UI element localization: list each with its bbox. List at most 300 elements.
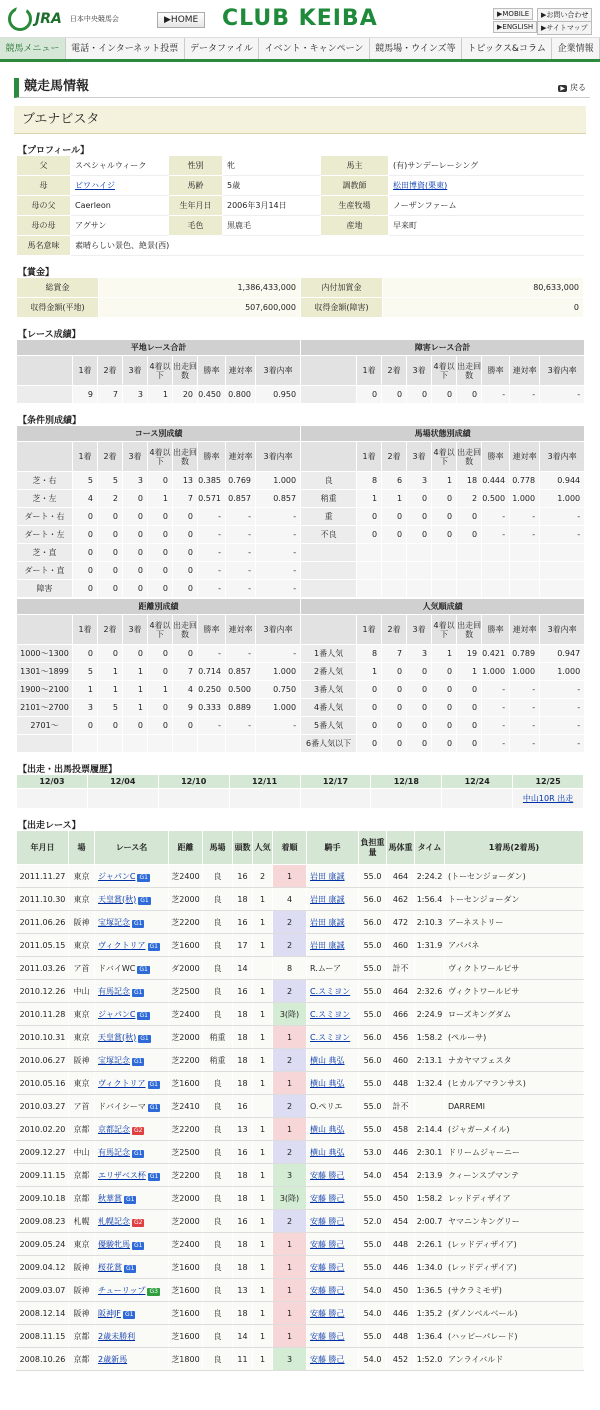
race-body-weight: 450	[387, 1187, 415, 1210]
stat-cell: 0	[173, 526, 198, 544]
race-popularity	[253, 957, 273, 980]
race-body-weight: 448	[387, 1325, 415, 1348]
race-jockey	[307, 1348, 359, 1371]
jockey-link[interactable]: 安藤 勝己	[310, 1170, 345, 1180]
stat-cell: -	[256, 526, 301, 544]
grade-badge: G1	[149, 1172, 159, 1180]
race-body-weight: 464	[387, 980, 415, 1003]
race-popularity	[253, 1095, 273, 1118]
race-name-cell	[95, 911, 169, 934]
stat-cell: 7	[173, 490, 198, 508]
stat-cell: 0	[148, 472, 173, 490]
race-name-link[interactable]: 秋華賞	[98, 1193, 122, 1203]
stat-cell: 0	[382, 526, 407, 544]
stat-cell: 0.750	[256, 681, 301, 699]
race-winner: アパパネ	[445, 934, 584, 957]
race-distance: 芝2000	[169, 888, 203, 911]
stat-cell: 1	[98, 681, 123, 699]
column-header-blank	[17, 442, 73, 472]
stat-cell: -	[226, 544, 256, 562]
prize-add-label: 内付加賞金	[301, 278, 383, 298]
stat-row	[17, 717, 585, 735]
race-body-weight: 472	[387, 911, 415, 934]
stat-cell: 0	[148, 508, 173, 526]
race-distance: 芝1600	[169, 934, 203, 957]
race-date: 2009.11.15	[17, 1164, 69, 1187]
row-label: 4番人気	[301, 699, 357, 717]
empty-cell	[407, 562, 432, 580]
race-name-cell	[95, 1072, 169, 1095]
race-popularity: 1	[253, 1049, 273, 1072]
jockey-link[interactable]: 安藤 勝己	[310, 1331, 345, 1341]
race-time: 1:58.2	[415, 1187, 445, 1210]
stat-cell: 0.714	[198, 663, 226, 681]
race-winner: クィーンスプマンテ	[445, 1164, 584, 1187]
race-finish: 1	[273, 1302, 307, 1325]
stat-cell: 0	[382, 508, 407, 526]
race-body-weight: 456	[387, 1026, 415, 1049]
race-name-link[interactable]: 有馬記念	[98, 1147, 130, 1157]
nav-item[interactable]: イベント・キャンペーン	[259, 38, 370, 59]
race-time: 1:36.4	[415, 1325, 445, 1348]
profile-key: 調教師	[321, 176, 389, 196]
race-name-cell	[95, 1026, 169, 1049]
nav-item[interactable]: 企業情報	[552, 38, 600, 59]
race-name-link[interactable]: 京都記念	[98, 1124, 130, 1134]
race-field-size: 13	[233, 1118, 253, 1141]
race-distance: 芝2200	[169, 911, 203, 934]
jockey-link[interactable]: 安藤 勝己	[310, 1216, 345, 1226]
nav-item[interactable]: 競馬場・ウインズ等	[370, 38, 462, 59]
stat-cell: 0.857	[226, 490, 256, 508]
section-title-bar	[14, 78, 590, 98]
row-label: 不良	[301, 526, 357, 544]
race-time: 1:56.4	[415, 888, 445, 911]
jockey-link[interactable]: 安藤 勝己	[310, 1285, 345, 1295]
race-name-link[interactable]: 阪神JF	[98, 1308, 121, 1318]
profile-heading: 【 プロフィール 】	[18, 143, 600, 155]
profile-key: 毛色	[169, 216, 223, 236]
stat-cell: -	[226, 526, 256, 544]
race-winner: ドリームジャーニー	[445, 1141, 584, 1164]
org-name: 日本中央競馬会	[69, 15, 119, 23]
jra-logo[interactable]	[8, 7, 119, 31]
stat-cell: 0.421	[482, 645, 510, 663]
stat-cell: 0	[148, 562, 173, 580]
race-weight: 56.0	[359, 1026, 387, 1049]
stat-cell: 8	[357, 645, 382, 663]
jockey-link[interactable]: 安藤 勝己	[310, 1239, 345, 1249]
jockey-link[interactable]: 安藤 勝己	[310, 1262, 345, 1272]
mobile-link[interactable]: ▶MOBILE	[493, 8, 533, 20]
race-field-size: 16	[233, 1095, 253, 1118]
race-body-weight: 計不	[387, 957, 415, 980]
stat-cell: 0	[148, 717, 173, 735]
race-finish: 2	[273, 1210, 307, 1233]
stat-cell: 1.000	[482, 663, 510, 681]
column-header: 1着	[357, 442, 382, 472]
race-jockey	[307, 1072, 359, 1095]
race-name-link[interactable]: 宝塚記念	[98, 1055, 130, 1065]
stat-cell: 0	[382, 681, 407, 699]
column-header-row	[17, 356, 585, 386]
profile-row	[17, 156, 584, 176]
race-row	[17, 934, 584, 957]
race-date: 2010.05.16	[17, 1072, 69, 1095]
empty-cell	[357, 562, 382, 580]
stat-cell: -	[510, 699, 540, 717]
stat-row	[17, 580, 585, 598]
race-weight: 55.0	[359, 957, 387, 980]
race-name-link[interactable]: 天皇賞(秋)	[98, 1032, 137, 1042]
column-header: 2着	[98, 615, 123, 645]
race-finish: 2	[273, 1049, 307, 1072]
empty-cell	[301, 580, 357, 598]
profile-value	[389, 176, 584, 196]
race-finish: 3	[273, 1348, 307, 1371]
grade-badge: G1	[134, 988, 143, 996]
race-track: 良	[203, 1302, 233, 1325]
race-popularity: 1	[253, 1141, 273, 1164]
nav-item[interactable]: 電話・インターネット投票	[66, 38, 185, 59]
stat-cell: -	[510, 526, 540, 544]
race-row	[17, 1095, 584, 1118]
race-name-link[interactable]: 優駿牝馬	[98, 1239, 130, 1249]
race-column-header: 負担重量	[359, 831, 387, 865]
entry-cell	[17, 789, 88, 809]
sitemap-link[interactable]: ▶サイトマップ	[537, 21, 592, 35]
group-header: 距離別成績	[17, 599, 301, 615]
empty-cell	[540, 562, 585, 580]
row-label: 5番人気	[301, 717, 357, 735]
jockey-link[interactable]: C.スミヨン	[310, 1009, 351, 1019]
stat-cell: 1.000	[256, 699, 301, 717]
race-distance: 芝2000	[169, 1187, 203, 1210]
race-body-weight: 454	[387, 1164, 415, 1187]
jockey-link[interactable]: 横山 典弘	[310, 1147, 345, 1157]
stat-cell: 5	[98, 472, 123, 490]
stat-cell: 0	[123, 526, 148, 544]
race-name-link[interactable]: 宝塚記念	[98, 917, 130, 927]
race-track: 稍重	[203, 1026, 233, 1049]
empty-cell	[540, 580, 585, 598]
stat-cell: 7	[98, 386, 123, 404]
stat-cell: 0	[73, 544, 98, 562]
race-field-size: 14	[233, 1325, 253, 1348]
jockey-link[interactable]: 横山 典弘	[310, 1055, 345, 1065]
jockey-link[interactable]: 安藤 勝己	[310, 1308, 345, 1318]
race-jockey	[307, 888, 359, 911]
race-name-link[interactable]: ジャパンC	[98, 871, 136, 881]
race-field-size: 18	[233, 1003, 253, 1026]
column-header: 3着	[407, 615, 432, 645]
race-finish: 1	[273, 1325, 307, 1348]
stat-cell: 0	[357, 735, 382, 753]
race-course: 京都	[69, 1187, 95, 1210]
stat-cell: 0	[457, 735, 482, 753]
stat-cell: 0	[407, 681, 432, 699]
profile-row	[17, 196, 584, 216]
race-distance: 芝2400	[169, 1003, 203, 1026]
stat-cell: -	[198, 645, 226, 663]
race-date: 2011.06.26	[17, 911, 69, 934]
race-time: 1:36.5	[415, 1279, 445, 1302]
race-column-header: 場	[69, 831, 95, 865]
profile-link[interactable]: 松田博資(栗東)	[393, 181, 448, 190]
empty-cell	[382, 562, 407, 580]
stat-cell: 0.857	[256, 490, 301, 508]
empty-cell	[407, 580, 432, 598]
race-name-link[interactable]: 2歳新馬	[98, 1354, 128, 1364]
race-weight: 56.0	[359, 1049, 387, 1072]
race-distance: 芝2200	[169, 1118, 203, 1141]
race-name-link[interactable]: 2歳未勝利	[98, 1331, 136, 1341]
grade-badge: G3	[149, 1287, 158, 1295]
race-name-cell	[95, 934, 169, 957]
entry-link[interactable]: 中山10R 出走	[522, 794, 574, 803]
english-link[interactable]: ▶ENGLISH	[493, 21, 537, 33]
jockey-link[interactable]: 横山 典弘	[310, 1078, 345, 1088]
profile-value: スペシャルウィーク	[71, 156, 169, 176]
stat-cell: 0	[98, 562, 123, 580]
race-jockey: O.ペリエ	[307, 1095, 359, 1118]
home-button[interactable]: ▶HOME	[157, 12, 205, 28]
entry-cell	[442, 789, 513, 809]
race-popularity: 1	[253, 1302, 273, 1325]
race-name-cell	[95, 1118, 169, 1141]
grade-badge: G2	[134, 1218, 143, 1226]
profile-key: 馬主	[321, 156, 389, 176]
jockey-link[interactable]: 岩田 康誠	[310, 871, 345, 881]
prize-add: 80,633,000	[383, 278, 584, 298]
jump-total-header: 障害レース合計	[301, 340, 585, 356]
race-date: 2009.03.07	[17, 1279, 69, 1302]
race-distance: 芝1600	[169, 1072, 203, 1095]
stat-cell: 19	[457, 645, 482, 663]
race-name-cell	[95, 1279, 169, 1302]
race-jockey	[307, 980, 359, 1003]
stat-cell: 0	[407, 490, 432, 508]
race-course: 京都	[69, 1164, 95, 1187]
stat-cell: 13	[173, 472, 198, 490]
jra-logo-mark	[8, 7, 32, 31]
inquiry-link[interactable]: ▶お問い合わせ	[537, 8, 592, 22]
stat-cell: -	[540, 681, 585, 699]
stat-cell: -	[510, 717, 540, 735]
column-header: 2着	[98, 356, 123, 386]
race-name-link[interactable]: エリザベス杯	[98, 1170, 146, 1180]
race-time	[415, 1095, 445, 1118]
column-header: 出走回数	[457, 442, 482, 472]
race-weight: 55.0	[359, 1233, 387, 1256]
column-header-row	[17, 615, 585, 645]
empty-cell	[457, 562, 482, 580]
race-name-link[interactable]: 有馬記念	[98, 986, 130, 996]
stat-cell: -	[256, 562, 301, 580]
stat-cell: 0	[98, 645, 123, 663]
race-jockey	[307, 1118, 359, 1141]
race-date: 2009.04.12	[17, 1256, 69, 1279]
grade-badge: G1	[139, 1011, 148, 1019]
race-date: 2011.10.30	[17, 888, 69, 911]
stat-cell: 0	[432, 386, 457, 404]
race-body-weight: 458	[387, 1118, 415, 1141]
entry-cell	[229, 789, 300, 809]
race-distance: 芝2200	[169, 1049, 203, 1072]
stat-cell: 0.889	[226, 699, 256, 717]
column-header: 3着内率	[540, 356, 585, 386]
race-finish: 2	[273, 1141, 307, 1164]
race-body-weight: 452	[387, 1348, 415, 1371]
race-time: 2:24.2	[415, 865, 445, 888]
club-keiba-logo[interactable]: CLUB KEIBA	[222, 6, 378, 31]
stat-cell: 3	[73, 699, 98, 717]
race-distance: 芝2500	[169, 1141, 203, 1164]
row-label: 3番人気	[301, 681, 357, 699]
race-name-cell	[95, 1348, 169, 1371]
race-course: 中山	[69, 980, 95, 1003]
grade-badge: G1	[139, 873, 148, 881]
stat-cell: 1.000	[256, 472, 301, 490]
race-distance: 芝1800	[169, 1348, 203, 1371]
race-track: 良	[203, 1141, 233, 1164]
profile-link[interactable]: ビワハイジ	[75, 181, 115, 190]
stat-cell: -	[510, 508, 540, 526]
stat-cell: 0	[432, 490, 457, 508]
race-course: 東京	[69, 1026, 95, 1049]
entry-date: 12/18	[371, 775, 442, 789]
race-time: 1:31.9	[415, 934, 445, 957]
grade-badge: G1	[149, 942, 158, 950]
race-name-cell	[95, 957, 169, 980]
profile-value: 早来町	[389, 216, 584, 236]
jockey-link[interactable]: 岩田 康誠	[310, 917, 345, 927]
race-name-link[interactable]: 札幌記念	[98, 1216, 130, 1226]
stat-cell: -	[540, 717, 585, 735]
stat-cell: -	[256, 645, 301, 663]
column-header-blank	[301, 442, 357, 472]
prize-table	[16, 277, 584, 318]
row-label: 6番人気以下	[301, 735, 357, 753]
race-jockey	[307, 1187, 359, 1210]
cond-heading: 【 条件別成績 】	[18, 413, 600, 425]
stat-cell: 1	[457, 663, 482, 681]
race-jockey	[307, 1256, 359, 1279]
race-track: 良	[203, 1095, 233, 1118]
entry-history-table	[16, 774, 584, 809]
prize-total: 1,386,433,000	[99, 278, 301, 298]
stat-row	[17, 699, 585, 717]
column-header-blank	[17, 615, 73, 645]
stat-cell: 7	[173, 663, 198, 681]
jockey-link[interactable]: C.スミヨン	[310, 986, 351, 996]
race-track: 良	[203, 888, 233, 911]
race-finish: 1	[273, 1256, 307, 1279]
column-header: 3着内率	[540, 442, 585, 472]
jockey-link[interactable]: 岩田 康誠	[310, 940, 345, 950]
nav-item[interactable]: データファイル	[185, 38, 260, 59]
race-winner: ナカヤマフェスタ	[445, 1049, 584, 1072]
race-row	[17, 1187, 584, 1210]
race-field-size: 16	[233, 980, 253, 1003]
race-body-weight: 448	[387, 1233, 415, 1256]
race-field-size: 18	[233, 1233, 253, 1256]
race-name-link[interactable]: ヴィクトリア	[98, 940, 146, 950]
race-winner: ローズキングダム	[445, 1003, 584, 1026]
column-header: 3着	[407, 356, 432, 386]
stat-cell: -	[198, 526, 226, 544]
row-label	[17, 386, 73, 404]
stat-cell: 3	[407, 645, 432, 663]
race-name-link[interactable]: 桜花賞	[98, 1262, 122, 1272]
race-name-cell	[95, 1187, 169, 1210]
race-field-size: 16	[233, 865, 253, 888]
race-results-table	[16, 339, 585, 404]
column-header: 出走回数	[457, 615, 482, 645]
inquiry-label: お問い合わせ	[546, 11, 589, 19]
empty-cell	[17, 735, 73, 753]
stat-cell: 3	[123, 386, 148, 404]
jockey-link[interactable]: 岩田 康誠	[310, 894, 345, 904]
race-jockey	[307, 1210, 359, 1233]
race-column-header: 頭数	[233, 831, 253, 865]
profile-value: Caerleon	[71, 196, 169, 216]
jockey-link[interactable]: 安藤 勝己	[310, 1354, 345, 1364]
nav-item[interactable]: 競馬メニュー	[0, 38, 66, 59]
column-header: 1着	[357, 615, 382, 645]
home-label: HOME	[170, 15, 199, 25]
race-date: 2010.11.28	[17, 1003, 69, 1026]
race-name-cell	[95, 1256, 169, 1279]
stat-cell: 0	[382, 735, 407, 753]
jockey-link[interactable]: C.スミヨン	[310, 1032, 351, 1042]
race-name-link[interactable]: ヴィクトリア	[98, 1078, 146, 1088]
grade-badge: G1	[149, 1080, 158, 1088]
race-time: 1:35.2	[415, 1302, 445, 1325]
race-name-link[interactable]: ジャパンC	[98, 1009, 136, 1019]
race-finish: 1	[273, 1233, 307, 1256]
row-label: 2101〜2700	[17, 699, 73, 717]
back-link[interactable]: ▶ 戻る	[558, 82, 586, 93]
mobile-label: MOBILE	[502, 10, 530, 18]
entry-cell	[300, 789, 371, 809]
race-distance: 芝2410	[169, 1095, 203, 1118]
stat-cell: 0	[173, 544, 198, 562]
race-finish: 1	[273, 1118, 307, 1141]
race-distance: 芝2000	[169, 1026, 203, 1049]
race-date: 2010.06.27	[17, 1049, 69, 1072]
race-winner: ヴィクトワールピサ	[445, 957, 584, 980]
race-name-link[interactable]: 天皇賞(秋)	[98, 894, 137, 904]
jockey-link[interactable]: 安藤 勝己	[310, 1193, 345, 1203]
row-label: 1900〜2100	[17, 681, 73, 699]
stat-cell: 0	[407, 735, 432, 753]
stat-cell: 0	[98, 526, 123, 544]
stat-cell: 0	[457, 717, 482, 735]
profile-key: 父	[17, 156, 71, 176]
grade-badge: G1	[124, 1310, 134, 1318]
stat-cell: 1	[148, 490, 173, 508]
race-course: 東京	[69, 1003, 95, 1026]
race-name-link[interactable]: チューリップ	[98, 1285, 146, 1295]
stat-cell: 7	[382, 645, 407, 663]
nav-item[interactable]: トピックス&コラム	[462, 38, 552, 59]
row-label: 障害	[17, 580, 73, 598]
race-distance: 芝2400	[169, 1233, 203, 1256]
jockey-link[interactable]: 横山 典弘	[310, 1124, 345, 1134]
race-popularity: 1	[253, 1348, 273, 1371]
profile-row	[17, 176, 584, 196]
